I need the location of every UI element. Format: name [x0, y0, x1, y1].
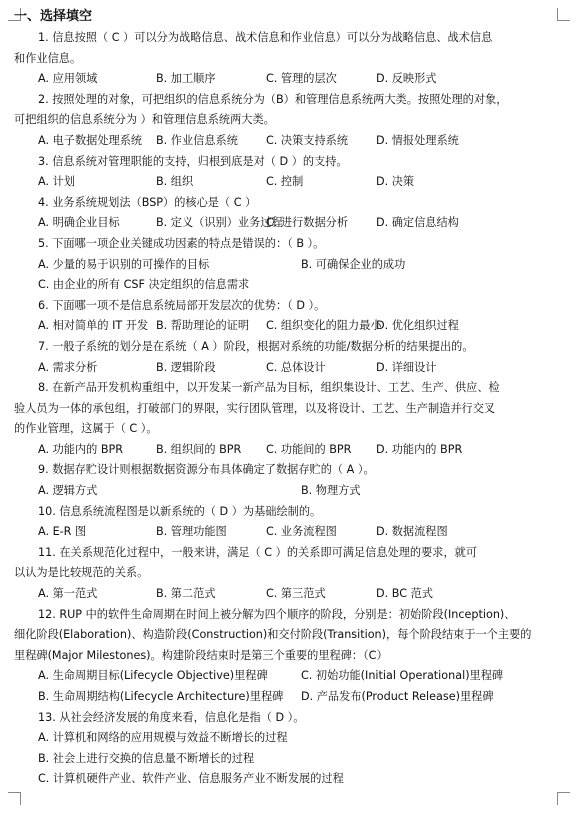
question-stem: 13. 从社会经济发展的角度来看，信息化是指（ D ）。: [38, 710, 305, 724]
option-row: [14, 440, 564, 461]
option-row: [14, 275, 564, 296]
question-block: [14, 337, 564, 378]
question-stem: 6. 下面哪一项不是信息系统局部开发层次的优势：（ D ）。: [38, 298, 326, 312]
option-item: A. 少量的易于识别的可操作的目标: [38, 257, 210, 271]
option-row: [14, 584, 564, 605]
option-item: C. 计算机硬件产业、软件产业、信息服务产业不断发展的过程: [38, 772, 344, 786]
section-title: 一、选择填空: [14, 9, 93, 24]
option-row: [14, 666, 564, 687]
option-row: [14, 69, 564, 90]
option-item: A. 相对简单的 IT 开发: [38, 319, 149, 333]
question-block: [14, 543, 564, 605]
option-item: B. 定义（识别）业务过程: [156, 216, 283, 230]
option-item: B. 生命周期结构(Lifecycle Architecture)里程碑: [38, 690, 284, 703]
question-stem: 9. 数据存贮设计则根据数据资源分布具体确定了数据存贮的（ A ）。: [38, 463, 375, 477]
question-list: [14, 28, 564, 790]
option-row: [14, 687, 564, 708]
question-block: [14, 296, 564, 337]
question-stem: 3. 信息系统对管理职能的支持，归根到底是对（ D ）的支持。: [38, 154, 348, 168]
option-item: B. 作业信息系统: [156, 133, 238, 147]
option-item: D. 确定信息结构: [376, 216, 459, 230]
option-item: D. 产品发布(Product Release)里程碑: [301, 690, 494, 703]
question-block: [14, 502, 564, 543]
question-stem: 7. 一般子系统的划分是在系统（ A ）阶段，根据对系统的功能/数据分析的结果提出的。: [38, 339, 474, 353]
option-item: D. 决策: [376, 175, 415, 189]
question-block: [14, 708, 564, 790]
question-block: [14, 28, 564, 90]
question-stem-continued: 里程碑(Major Milestones)。构建阶段结束时是第三个重要的里程碑：（C）: [14, 648, 388, 662]
question-stem-continued: 以认为是比较规范的关系。: [14, 566, 149, 580]
option-item: A. E-R 图: [38, 525, 87, 539]
option-item: A. 明确企业目标: [38, 216, 120, 230]
option-item: B. 可确保企业的成功: [301, 257, 406, 271]
document-page: [14, 6, 564, 790]
option-item: A. 电子数据处理系统: [38, 133, 143, 147]
question-stem-continued: 的作业管理，这属于（ C ）。: [14, 422, 158, 436]
crop-mark-bottom-right: [557, 792, 570, 805]
option-row: [14, 255, 564, 276]
question-block: [14, 378, 564, 460]
option-item: B. 组织间的 BPR: [156, 442, 242, 456]
question-block: [14, 152, 564, 193]
option-item: D. 情报处理系统: [376, 133, 459, 147]
option-item: D. 反映形式: [376, 72, 437, 86]
question-block: [14, 605, 564, 708]
option-item: C. 第三范式: [266, 587, 326, 601]
option-item: A. 计划: [38, 175, 75, 189]
option-item: C. 控制: [266, 175, 304, 189]
option-item: C. 管理的层次: [266, 72, 337, 86]
question-stem: 2. 按照处理的对象，可把组织的信息系统分为（B）和管理信息系统两大类。按照处理的对象，: [38, 92, 508, 106]
option-item: B. 组织: [156, 175, 194, 189]
option-item: D. 优化组织过程: [376, 319, 459, 333]
crop-mark-bottom-left: [8, 792, 21, 805]
option-item: B. 物理方式: [301, 484, 361, 498]
question-stem-continued: 验人员为一体的承包组，打破部门的界限，实行团队管理，以及将设计、工艺、生产制造并行交叉: [14, 401, 496, 415]
option-row: [14, 213, 564, 234]
option-row: [14, 172, 564, 193]
question-stem: 10. 信息系统流程图是以新系统的（ D ）为基础绘制的。: [38, 504, 322, 518]
option-item: A. 应用领域: [38, 72, 98, 86]
option-item: C. 组织变化的阻力最小: [266, 319, 382, 333]
option-item: A. 逻辑方式: [38, 484, 98, 498]
option-item: C. 初始功能(Initial Operational)里程碑: [301, 669, 504, 683]
option-item: C. 功能间的 BPR: [266, 442, 352, 456]
option-item: C. 由企业的所有 CSF 决定组织的信息需求: [38, 278, 250, 292]
option-item: D. 功能内的 BPR: [376, 442, 463, 456]
option-row: [14, 522, 564, 543]
question-stem: 8. 在新产品开发机构重组中，以开发某一新产品为目标，组织集设计、工艺、生产、供应、检: [38, 381, 500, 395]
question-stem: 11. 在关系规范化过程中，一般来讲，满足（ C ）的关系即可满足信息处理的要求，就可: [38, 545, 478, 559]
option-item: D. BC 范式: [376, 587, 433, 601]
option-item: A. 功能内的 BPR: [38, 442, 124, 456]
question-block: [14, 193, 564, 234]
option-row: [14, 481, 564, 502]
option-item: B. 逻辑阶段: [156, 360, 216, 374]
option-item: A. 需求分析: [38, 360, 98, 374]
question-block: [14, 460, 564, 501]
question-stem-continued: 和作业信息。: [14, 51, 82, 65]
question-stem: 4. 业务系统规划法（BSP）的核心是（ C ）: [38, 195, 257, 209]
option-item: B. 加工顺序: [156, 72, 216, 86]
option-item: C. 进行数据分析: [266, 216, 349, 230]
question-stem-continued: 细化阶段(Elaboration)、构造阶段(Construction)和交付阶段(Transition)，每个阶段结束于一个主要的: [14, 628, 532, 642]
option-item: A. 生命周期目标(Lifecycle Objective)里程碑: [38, 669, 268, 683]
option-item: B. 帮助理论的证明: [156, 319, 250, 333]
question-block: [14, 234, 564, 296]
option-item: A. 计算机和网络的应用规模与效益不断增长的过程: [38, 731, 288, 745]
question-stem: 5. 下面哪一项企业关键成功因素的特点是错误的：（ B ）。: [38, 236, 325, 250]
option-item: B. 社会上进行交换的信息量不断增长的过程: [38, 751, 255, 765]
option-row: [14, 316, 564, 337]
option-item: C. 决策支持系统: [266, 133, 349, 147]
option-item: A. 第一范式: [38, 587, 98, 601]
option-row: [14, 131, 564, 152]
option-item: C. 业务流程图: [266, 525, 337, 539]
question-stem-continued: 可把组织的信息系统分为 ）和管理信息系统两大类。: [14, 113, 275, 127]
option-item: D. 详细设计: [376, 360, 437, 374]
option-item: B. 第二范式: [156, 587, 216, 601]
question-stem: 1. 信息按照（ C ）可以分为战略信息、战术信息和作业信息）可以分为战略信息、战术信息: [38, 31, 493, 44]
option-item: D. 数据流程图: [376, 525, 448, 539]
question-block: [14, 90, 564, 152]
option-row: [14, 358, 564, 379]
option-item: C. 总体设计: [266, 360, 326, 374]
option-item: B. 管理功能图: [156, 525, 227, 539]
question-stem: 12. RUP 中的软件生命周期在时间上被分解为四个顺序的阶段，分别是：初始阶段(Inception)、: [38, 607, 516, 621]
